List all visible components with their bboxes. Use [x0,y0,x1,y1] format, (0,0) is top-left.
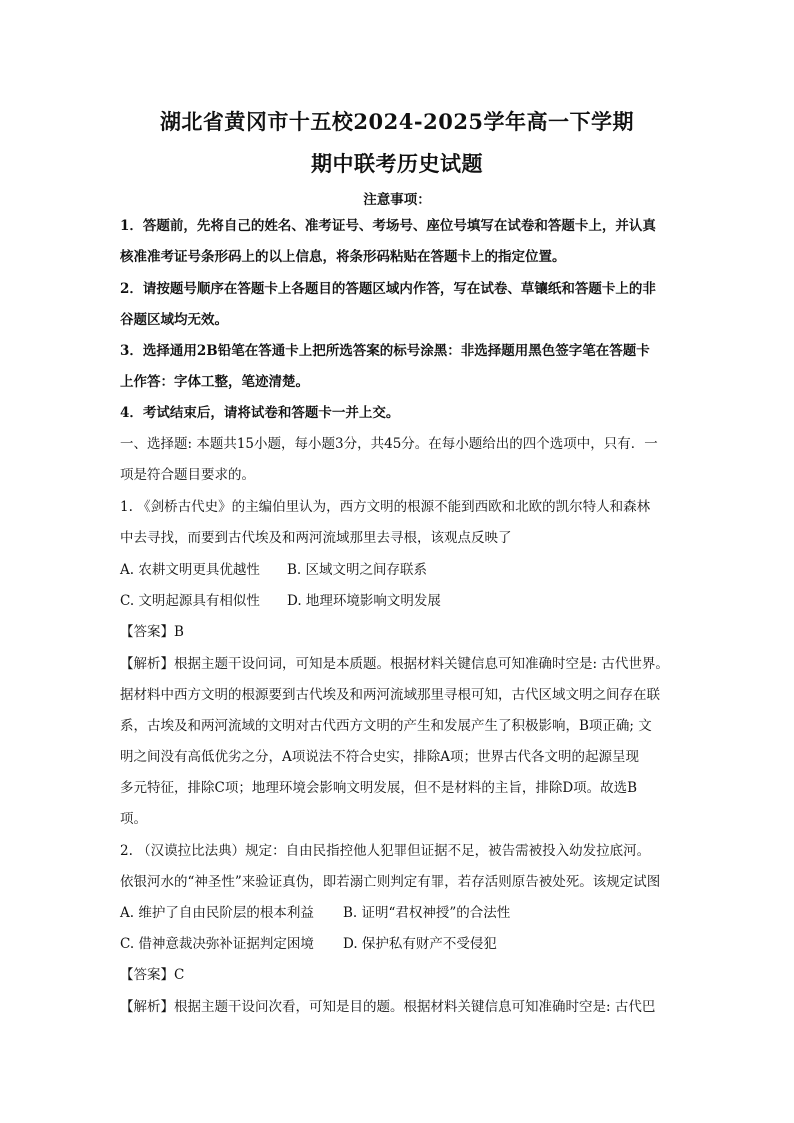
q1-option-d: D. 地理环境影响文明发展 [287,593,441,609]
q1-analysis-line: 项。 [120,811,147,827]
q2-stem-line: 2. （汉谟拉比法典）规定：自由民指控他人犯罪但证据不足，被告需被投入幼发拉底河。 [120,843,651,859]
q1-option-a: A. 农耕文明更具优越性 [120,562,260,578]
q2-analysis-line: 【解析】根据主题干设问次看，可知是目的题。根据材料关键信息可知准确时空是: 古代巴 [120,999,656,1015]
section-instruction: 一、选择题: 本题共15小题，每小题3分，共45分。在每小题给出的四个选项中，只有．一 [120,436,658,452]
q2-answer: 【答案】C [120,967,185,983]
q2-option-c: C. 借神意裁决弥补证据判定困境 [120,936,314,952]
q2-option-a: A. 维护了自由民阶层的根本利益 [120,905,314,921]
q1-option-b: B. 区域文明之间存联系 [287,562,428,578]
q1-analysis-line: 多元特征，排除C项；地理环境会影响文明发展，但不是材料的主旨，排除D项。故选B [120,780,638,796]
q2-option-d: D. 保护私有财产不受侵犯 [343,936,497,952]
q1-analysis-line: 【解析】根据主题干设问词，可知是本质题。根据材料关键信息可知准确时空是: 古代世界。 [120,656,669,672]
notice-line: 谷题区域均无效。 [120,312,228,328]
notice-line: 1．答题前，先将自己的姓名、准考证号、考场号、座位号填写在试卷和答题卡上，并认真 [120,218,656,234]
notice-line: 核准准考证号条形码上的以上信息，将条形码粘贴在答题卡上的指定位置。 [120,249,566,265]
q1-stem-line: 1. 《剑桥古代史》的主编伯里认为，西方文明的根源不能到西欧和北欧的凯尔特人和森林 [120,499,651,515]
notice-line: 2．请按题号顺序在答题卡上各题目的答题区域内作答，写在试卷、草镶纸和答题卡上的非 [120,281,656,297]
q1-analysis-line: 系，古埃及和两河流域的文明对古代西方文明的产生和发展产生了积极影响，B项正确; 文 [120,718,652,734]
section-instruction: 项是符合题目要求的。 [120,467,255,483]
notice-heading: 注意事项： [363,192,431,208]
notice-line: 3．选择通用2B铅笔在答通卡上把所选答案的标号涂黑：非选择题用黑色签字笔在答题卡 [120,343,650,359]
q1-answer: 【答案】B [120,624,184,640]
title-line-1: 湖北省黄冈市十五校2024-2025学年高一下学期 [159,109,635,134]
q1-stem-line: 中去寻找，而要到古代埃及和两河流域那里去寻根，该观点反映了 [120,530,512,546]
q1-analysis-line: 据材料中西方文明的根源要到古代埃及和两河流域那里寻根可知，古代区域文明之间存在联 [120,687,660,703]
title-line-2: 期中联考历史试题 [311,151,483,176]
notice-line: 上作答：字体工整，笔迹清楚。 [120,374,309,390]
q1-analysis-line: 明之间没有高低优劣之分，A项说法不符合史实，排除A项；世界古代各文明的起源呈现 [120,749,639,765]
q2-option-b: B. 证明“君权神授”的合法性 [343,905,511,921]
q2-stem-line: 依银河水的“神圣性”来验证真伪，即若溺亡则判定有罪，若存活则原告被处死。该规定试图 [120,874,661,890]
notice-line: 4．考试结束后，请将试卷和答题卡一并上交。 [120,405,400,421]
q1-option-c: C. 文明起源具有相似性 [120,593,260,609]
